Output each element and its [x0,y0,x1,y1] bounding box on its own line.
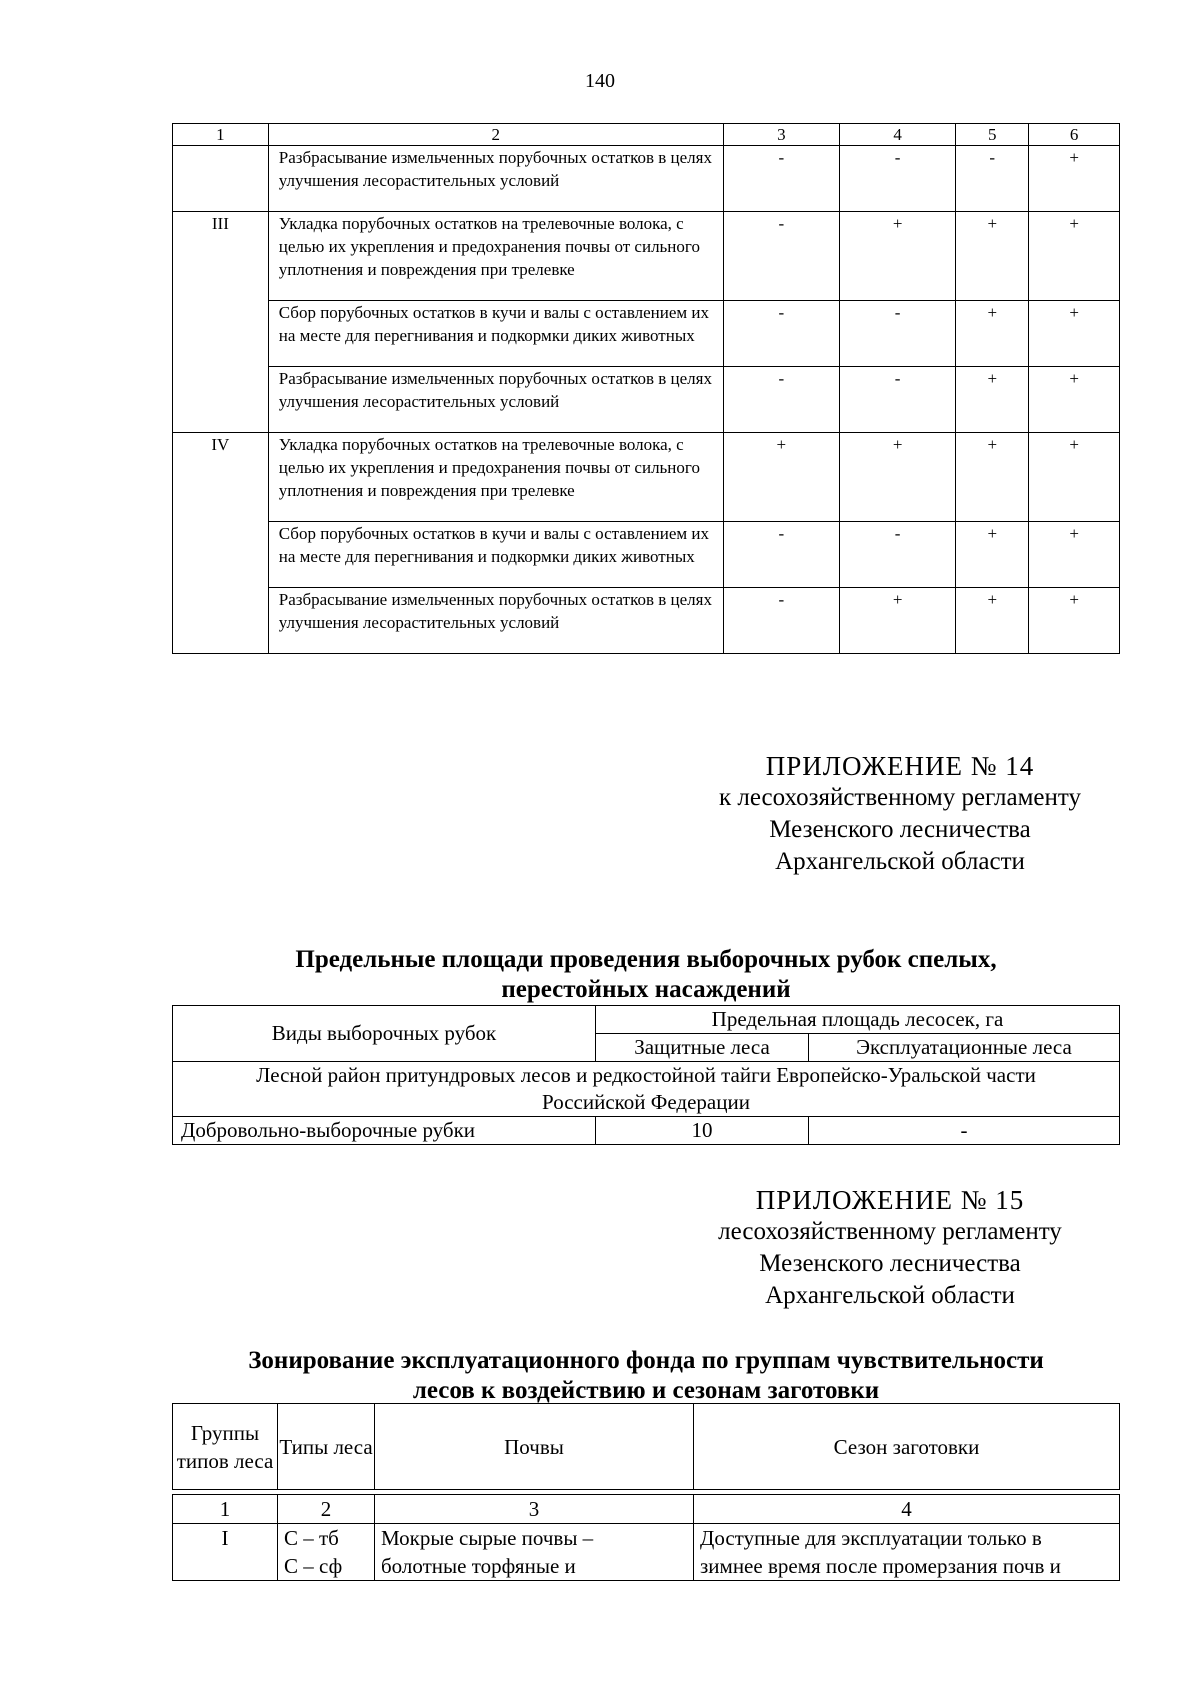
value-cell: + [1029,301,1120,367]
types-cell [278,1524,375,1581]
header-cell: 2 [268,124,723,146]
value-cell: - [956,146,1029,212]
value-cell: + [839,212,955,301]
appendix-14-block [660,750,1140,878]
appendix-15-line1: лесохозяйственному регламенту [718,1218,1062,1245]
measure-cell: Укладка порубочных остатков на трелевочные волока, с целью их укрепления и предохранения почвы от сильного уплотнения и повреждения при трелевке [268,433,723,522]
table-row [173,522,1120,588]
value-cell: + [839,588,955,654]
group-cell: I [173,1524,278,1581]
col-soil-header: Почвы [375,1404,694,1490]
col-number: 4 [694,1495,1120,1524]
value-cell: - [723,212,839,301]
row-kind-cell: Добровольно-выборочные рубки [173,1117,596,1145]
table-row [173,146,1120,212]
value-cell: + [1029,588,1120,654]
value-cell: + [1029,433,1120,522]
value-cell: - [723,146,839,212]
measure-cell: Сбор порубочных остатков в кучи и валы с оставлением их на месте для перегнивания и подкормки диких животных [268,522,723,588]
value-cell: - [723,588,839,654]
table-header-row [173,124,1120,146]
section-14-title [172,945,1120,1005]
value-cell: - [723,301,839,367]
value-cell: - [839,367,955,433]
col-groups-header: Группы типов леса [173,1404,278,1490]
value-cell: + [1029,146,1120,212]
measure-cell: Разбрасывание измельченных порубочных остатков в целях улучшения лесорастительных условий [268,588,723,654]
table-row [173,1524,1120,1581]
value-cell: + [956,433,1029,522]
col-number: 3 [375,1495,694,1524]
value-cell: + [956,301,1029,367]
col-kind-header: Виды выборочных рубок [173,1006,596,1062]
value-cell: + [723,433,839,522]
value-cell: + [1029,522,1120,588]
group-cell: IV [173,433,269,654]
row-exploitation-cell: - [809,1117,1120,1145]
value-cell: + [1029,367,1120,433]
value-cell: + [839,433,955,522]
header-cell: 5 [956,124,1029,146]
col-number: 1 [173,1495,278,1524]
appendix-14-line2: Мезенского лесничества [769,816,1031,843]
soil-line: болотные торфяные и [381,1554,576,1578]
table-selective-cutting [172,1005,1120,1145]
group-cell: III [173,212,269,433]
table-row [173,433,1120,522]
section-14-title-line2: перестойных насаждений [501,976,791,1003]
header-cell: 6 [1029,124,1120,146]
value-cell: - [723,522,839,588]
appendix-14-heading: ПРИЛОЖЕНИЕ № 14 [765,751,1035,781]
soil-line: Мокрые сырые почвы – [381,1526,594,1550]
value-cell: - [839,522,955,588]
header-cell: 1 [173,124,269,146]
value-cell: + [956,522,1029,588]
appendix-15-line2: Мезенского лесничества [759,1250,1021,1277]
table-row [173,588,1120,654]
measure-cell: Разбрасывание измельченных порубочных остатков в целях улучшения лесорастительных условий [268,146,723,212]
table-zoning [172,1403,1120,1581]
season-line: зимнее время после промерзания почв и [700,1554,1061,1578]
appendix-15-heading: ПРИЛОЖЕНИЕ № 15 [755,1185,1025,1215]
season-cell [694,1524,1120,1581]
table-row [173,212,1120,301]
section-14-title-line1: Предельные площади проведения выборочных рубок спелых, [295,946,997,973]
value-cell: + [956,588,1029,654]
value-cell: + [956,212,1029,301]
table-row [173,301,1120,367]
measure-cell: Разбрасывание измельченных порубочных остатков в целях улучшения лесорастительных условий [268,367,723,433]
col-exploitation-header: Эксплуатационные леса [809,1034,1120,1062]
table-row [173,367,1120,433]
value-cell: + [956,367,1029,433]
row-protective-cell: 10 [596,1117,809,1145]
table-residue-methods [172,123,1120,654]
appendix-15-line3: Архангельской области [765,1282,1015,1309]
header-cell: 3 [723,124,839,146]
value-cell: - [839,301,955,367]
region-line1: Лесной район притундровых лесов и редкостойной тайги Европейско-Уральской части [256,1063,1036,1087]
col-number: 2 [278,1495,375,1524]
value-cell: + [1029,212,1120,301]
season-line: Доступные для эксплуатации только в [700,1526,1042,1550]
page-number: 140 [585,70,615,92]
col-season-header: Сезон заготовки [694,1404,1120,1490]
column-number-row [173,1495,1120,1524]
value-cell: - [839,146,955,212]
measure-cell: Укладка порубочных остатков на трелевочные волока, с целью их укрепления и предохранения почвы от сильного уплотнения и повреждения при трелевке [268,212,723,301]
col-limit-header: Предельная площадь лесосек, га [596,1006,1120,1034]
appendix-14-line3: Архангельской области [775,848,1025,875]
section-15-title-line1: Зонирование эксплуатационного фонда по группам чувствительности [248,1347,1044,1374]
region-line2: Российской Федерации [542,1090,750,1114]
measure-cell: Сбор порубочных остатков в кучи и валы с оставлением их на месте для перегнивания и подкормки диких животных [268,301,723,367]
appendix-14-line1: к лесохозяйственному регламенту [718,784,1082,811]
appendix-15-block [650,1184,1130,1312]
section-15-title-line2: лесов к воздействию и сезонам заготовки [412,1377,880,1404]
region-row [173,1062,1120,1117]
soil-cell [375,1524,694,1581]
types-line: С – сф [284,1554,343,1578]
value-cell: - [723,367,839,433]
col-types-header: Типы леса [278,1404,375,1490]
col-protective-header: Защитные леса [596,1034,809,1062]
group-cell [173,146,269,212]
section-15-title [172,1346,1120,1406]
header-cell: 4 [839,124,955,146]
types-line: С – тб [284,1526,339,1550]
